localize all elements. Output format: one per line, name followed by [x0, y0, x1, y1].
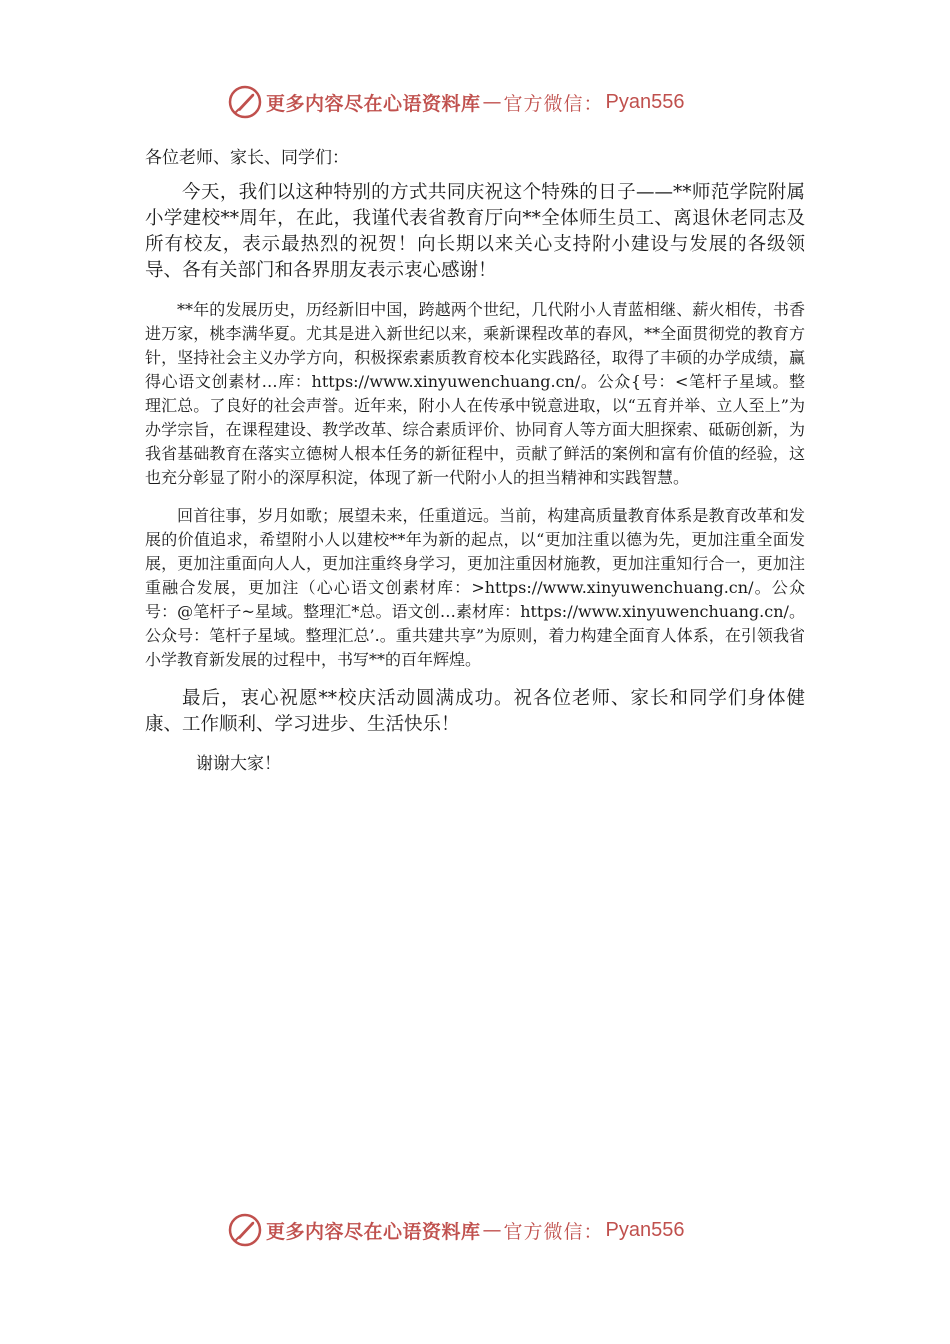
banner-title: 更多内容尽在心语资料库: [266, 92, 481, 115]
quill-logo-icon: [228, 1213, 262, 1247]
letter-body: [145, 146, 805, 776]
paragraph-3: 回首往事，岁月如歌；展望未来，任重道远。当前，构建高质量教育体系是教育改革和发展的价值追求，希望附小人以建校**年为新的起点，以“更加注重以德为先，更加注重全面发展，更加注重面向人人，更加注重终身学习，更加注重因材施教，更加注重知行合一，更加注重融合发展，更加注（心心语文创素材库：>https://www.xinyuwenchuang.cn/。公众号：@笔杆子~星域。整理汇*总。语文创…素材库：https://www.xinyuwenchuang.cn/。公众号：笔杆子星域。整理汇总’.。重共建共享”为原则，着力构建全面育人体系，在引领我省小学教育新发展的过程中，书写**的百年辉煌。: [145, 506, 805, 669]
banner-separator: —: [482, 1219, 502, 1241]
paragraph-4: 最后，衷心祝愿**校庆活动圆满成功。祝各位老师、家长和同学们身体健康、工作顺利、学习进步、生活快乐！: [145, 688, 805, 735]
banner-wechat-id: Pyan556: [605, 1218, 685, 1241]
header-banner: [228, 82, 748, 122]
banner-wechat-label: 官方微信：: [503, 92, 604, 115]
banner-title: 更多内容尽在心语资料库: [266, 1220, 481, 1243]
paragraph-2: **年的发展历史，历经新旧中国，跨越两个世纪，几代附小人青蓝相继、薪火相传，书香进万家，桃李满华夏。尤其是进入新世纪以来，乘新课程改革的春风，**全面贯彻党的教育方针，坚持社会主义办学方向，积极探索素质教育校本化实践路径，取得了丰硕的办学成绩，赢得心语文创素材…库：https://www.xinyuwenchuang.cn/。公众{号：<笔杆子星域。整理汇总。了良好的社会声誉。近年来，附小人在传承中锐意进取，以“五育并举、立人至上”为办学宗旨，在课程建设、教学改革、综合素质评价、协同育人等方面大胆探索、砥砺创新，为我省基础教育在落实立德树人根本任务的新征程中，贡献了鲜活的案例和富有价值的经验，这也充分彰显了附小的深厚积淀，体现了新一代附小人的担当精神和实践智慧。: [145, 300, 805, 487]
letter-closing: 谢谢大家！: [196, 754, 281, 774]
banner-wechat-label: 官方微信：: [503, 1220, 604, 1243]
quill-logo-icon: [228, 85, 262, 119]
paragraph-1: 今天，我们以这种特别的方式共同庆祝这个特殊的日子——**师范学院附属小学建校**周年，在此，我谨代表省教育厅向**全体师生员工、离退休老同志及所有校友，表示最热烈的祝贺！向长期以来关心支持附小建设与发展的各级领导、各有关部门和各界朋友表示衷心感谢！: [145, 182, 805, 281]
banner-separator: —: [482, 91, 502, 113]
letter-greeting: 各位老师、家长、同学们：: [145, 148, 349, 168]
banner-wechat-id: Pyan556: [605, 90, 685, 113]
footer-banner: [228, 1210, 748, 1250]
